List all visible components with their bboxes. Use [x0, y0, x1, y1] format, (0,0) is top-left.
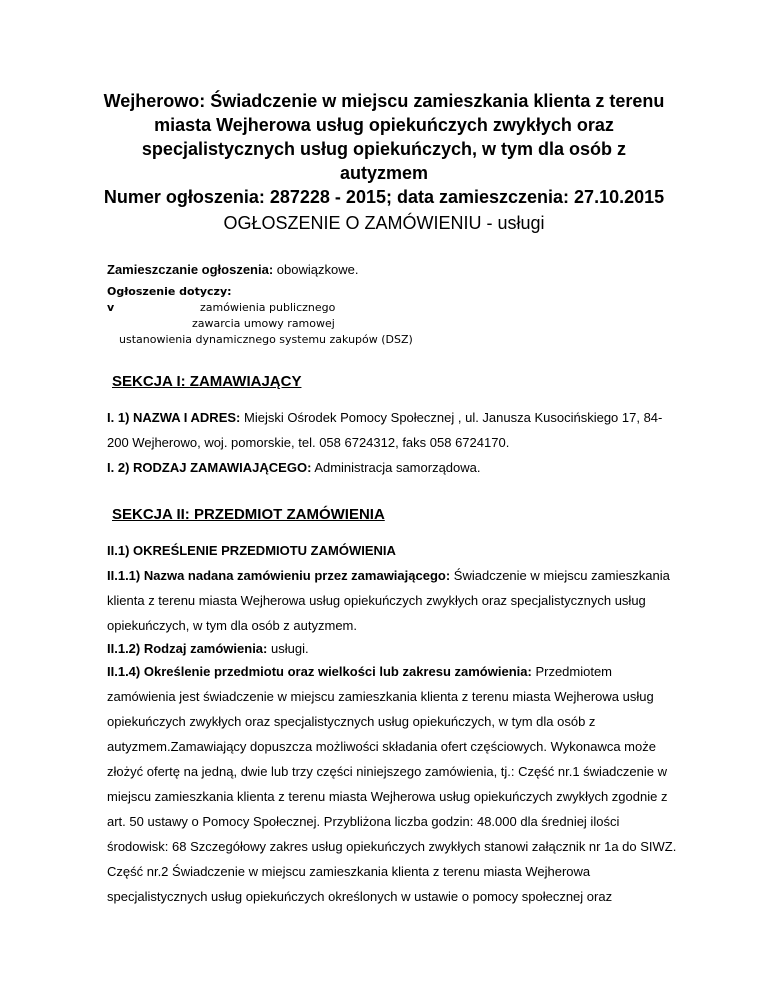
contract-name-label: II.1.1) Nazwa nadana zamówieniu przez zamawiającego:	[107, 568, 451, 583]
name-address-label: I. 1) NAZWA I ADRES:	[107, 410, 241, 425]
scope-line: środowisk: 68 Szczegółowy zakres usług opiekuńczych zwykłych stanowi załącznik nr 1a do SIWZ.	[107, 839, 677, 854]
scope-line: zamówienia jest świadczenie w miejscu zamieszkania klienta z terenu miasta Wejherowa usług	[107, 689, 654, 704]
contract-name-value: Świadczenie w miejscu zamieszkania	[453, 568, 670, 583]
contract-name-continued: klienta z terenu miasta Wejherowa usług opiekuńczych zwykłych oraz specjalistycznych usług	[107, 593, 646, 608]
contracting-type-value: Administracja samorządowa.	[314, 460, 481, 475]
section-1-type-row	[107, 460, 481, 475]
notice-number-line: Numer ogłoszenia: 287228 - 2015; data zamieszczenia: 27.10.2015	[103, 187, 665, 207]
scope-line: miejscu zamieszkania klienta z terenu miasta Wejherowa usług opiekuńczych zwykłych zgodnie z	[107, 789, 668, 804]
section-1-name-row	[107, 410, 662, 425]
section-1-heading: SEKCJA I: ZAMAWIAJĄCY	[112, 373, 302, 390]
scope-line: Część nr.2 Świadczenie w miejscu zamieszkania klienta z terenu miasta Wejherowa	[107, 864, 591, 879]
contract-name-row	[107, 568, 670, 583]
scope-line: specjalistycznych usług opiekuńczych określonych w ustawie o pomocy społecznej oraz	[107, 889, 613, 904]
contract-kind-row	[107, 641, 309, 656]
document-title	[60, 89, 708, 209]
title-line: autyzmem	[339, 163, 429, 183]
posting-label: Zamieszczanie ogłoszenia:	[107, 262, 274, 277]
scope-line: art. 50 ustawy o Pomocy Społecznej. Przybliżona liczba godzin: 48.000 dla średniej ilości	[107, 814, 620, 829]
contracting-type-label: I. 2) RODZAJ ZAMAWIAJĄCEGO:	[107, 460, 312, 475]
posting-row	[107, 262, 358, 277]
concerns-label: Ogłoszenie dotyczy:	[107, 285, 232, 298]
scope-line: opiekuńczych zwykłych oraz specjalistycznych usług opiekuńczych, w tym dla osób z	[107, 714, 596, 729]
option-dps: ustanowienia dynamicznego systemu zakupów (DSZ)	[119, 333, 413, 346]
contract-name-continued: opiekuńczych, w tym dla osób z autyzmem.	[107, 618, 357, 633]
name-address-continued: 200 Wejherowo, woj. pomorskie, tel. 058 6724312, faks 058 6724170.	[107, 435, 510, 450]
title-line: miasta Wejherowa usług opiekuńczych zwykłych oraz	[154, 115, 614, 135]
contract-kind-value: usługi.	[271, 641, 309, 656]
posting-value: obowiązkowe.	[276, 262, 359, 277]
option-public-contract: zamówienia publicznego	[200, 301, 336, 314]
section-2-heading: SEKCJA II: PRZEDMIOT ZAMÓWIENIA	[112, 506, 385, 523]
title-line: Wejherowo: Świadczenie w miejscu zamieszkania klienta z terenu	[103, 91, 665, 111]
scope-line: złożyć ofertę na jedną, dwie lub trzy części niniejszego zamówienia, tj.: Część nr.1 świadczenie w	[107, 764, 667, 779]
title-line: specjalistycznych usług opiekuńczych, w tym dla osób z	[141, 139, 627, 159]
name-address-value: Miejski Ośrodek Pomocy Społecznej , ul. Janusza Kusocińskiego 17, 84-	[244, 410, 663, 425]
scope-row	[107, 664, 612, 679]
scope-label: II.1.4) Określenie przedmiotu oraz wielkości lub zakresu zamówienia:	[107, 664, 532, 679]
checkmark: v	[107, 301, 115, 314]
notice-type: OGŁOSZENIE O ZAMÓWIENIU - usługi	[223, 213, 545, 233]
option-framework-agreement: zawarcia umowy ramowej	[192, 317, 335, 330]
scope-line: autyzmem.Zamawiający dopuszcza możliwości składania ofert częściowych. Wykonawca może	[107, 739, 656, 754]
subject-subheading: II.1) OKREŚLENIE PRZEDMIOTU ZAMÓWIENIA	[107, 543, 396, 558]
scope-value: Przedmiotem	[535, 664, 613, 679]
contract-kind-label: II.1.2) Rodzaj zamówienia:	[107, 641, 268, 656]
